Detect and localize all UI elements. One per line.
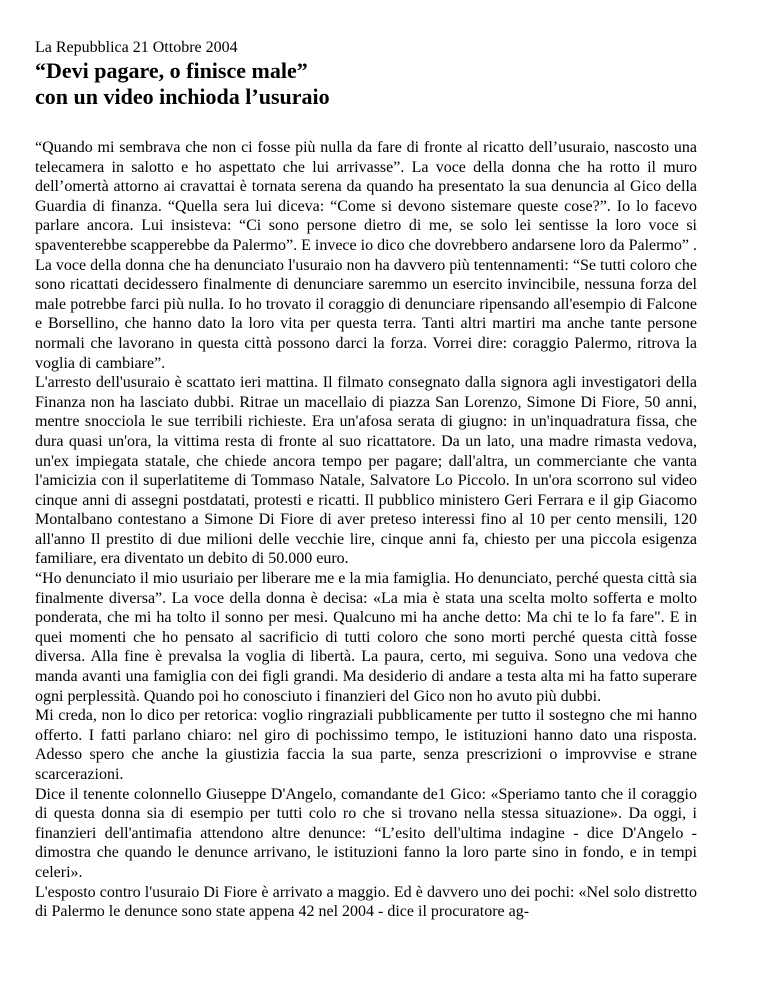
article [35, 38, 697, 922]
article-headline [35, 58, 697, 110]
article-paragraph: “Ho denunciato il mio usuriaio per liberare me e la mia famiglia. Ho denunciato, perché questa città sia finalmente diversa”. La voce della donna è decisa: «La mia è stata una scelta molto sofferta e molto ponderata, che mi ha tolto il sonno per mesi. Qualcuno mi ha anche detto: Ma chi te lo fa fare". E in quei momenti che ho pensato al sacrificio di tutti coloro che sono morti perché questa città fosse diversa. Alla fine è prevalsa la voglia di libertà. La paura, certo, mi seguiva. Sono una vedova che manda avanti una famiglia con dei figli grandi. Ma desiderio di andare a testa alta mi ha fatto superare ogni perplessità. Quando poi ho conosciuto i finanzieri del Gico non ho avuto più dubbi. [35, 570, 697, 705]
article-paragraph: L'esposto contro l'usuraio Di Fiore è arrivato a maggio. Ed è davvero uno dei pochi: «Nel solo distretto di Palermo le denunce sono state appena 42 nel 2004 - dice il procuratore ag- [35, 883, 697, 921]
article-paragraph: Mi creda, non lo dico per retorica: voglio ringraziali pubblicamente per tutto il sostegno che mi hanno offerto. I fatti parlano chiaro: nel giro di pochissimo tempo, le istituzioni hanno dato una risposta. Adesso spero che anche la giustizia faccia la sua parte, senza prescrizioni o improvvise e strane scarcerazioni. [35, 707, 697, 783]
headline-line-1: “Devi pagare, o finisce male” [35, 58, 308, 83]
article-paragraph: “Quando mi sembrava che non ci fosse più nulla da fare di fronte al ricatto dell’usuraio, nascosto una telecamera in salotto e ho aspettato che lui arrivasse”. La voce della donna che ha rotto il muro dell’omertà attorno ai cravattai è tornata serena da quando ha presentato la sua denuncia al Gico della Guardia di finanza. “Quella sera lui diceva: “Come si devono sistemare queste cose?”. Io lo facevo parlare ancora. Lui insisteva: “Ci sono persone dietro di me, se solo lei sentisse la loro voce si spaventerebbe scapperebbe da Palermo”. E invece io dico che dovrebbero andarsene loro da Palermo” . La voce della donna che ha denunciato l'usuraio non ha davvero più tentennamenti: “Se tutti coloro che sono ricattati decidessero finalmente di denunciare saremmo un esercito invincibile, nessuna forza del male potrebbe farci più nulla. Io ho trovato il coraggio di denunciare ripensando all'esempio di Falcone e Borsellino, che hanno dato la loro vita per questa terra. Tanti altri martiri ma anche tante persone normali che lavorano in questa città possono darci la forza. Vorrei dire: coraggio Palermo, ritrova la voglia di cambiare”. [35, 139, 697, 372]
article-paragraph: Dice il tenente colonnello Giuseppe D'Angelo, comandante de1 Gico: «Speriamo tanto che il coraggio di questa donna sia di esempio per tutti colo ro che si trovano nella stessa situazione». Da oggi, i finanzieri dell'antimafia attendono altre denunce: “L’esito dell'ultima indagine - dice D'Angelo - dimostra che quando le denunce arrivano, le istituzioni fanno la loro parte sino in fondo, e in tempi celeri». [35, 785, 697, 881]
headline-line-2: con un video inchioda l’usuraio [35, 84, 330, 109]
article-paragraph: L'arresto dell'usuraio è scattato ieri mattina. Il filmato consegnato dalla signora agli investigatori della Finanza non ha lasciato dubbi. Ritrae un macellaio di piazza San Lorenzo, Simone Di Fiore, 50 anni, mentre snocciola le sue terribili richieste. Era un'afosa serata di giugno: in un'inquadratura fissa, che dura quasi un'ora, la vittima resta di fronte al suo ricattatore. Da un lato, una madre rimasta vedova, un'ex impiegata statale, che chiede ancora tempo per pagare; dall'altra, un commerciante che vanta l'amicizia con il superlatiteme di Tommaso Natale, Salvatore Lo Piccolo. In un'ora scorrono sul video cinque anni di assegni postdatati, protesti e ricatti. Il pubblico ministero Geri Ferrara e il gip Giacomo Montalbano contestano a Simone Di Fiore di aver preteso interessi fino al 10 per cento mensili, 120 all'anno Il prestito di due milioni delle vecchie lire, cinque anni fa, chiesto per una piccola esigenza familiare, era diventato un debito di 50.000 euro. [35, 374, 697, 568]
article-body [35, 138, 697, 922]
article-source: La Repubblica 21 Ottobre 2004 [35, 39, 238, 56]
